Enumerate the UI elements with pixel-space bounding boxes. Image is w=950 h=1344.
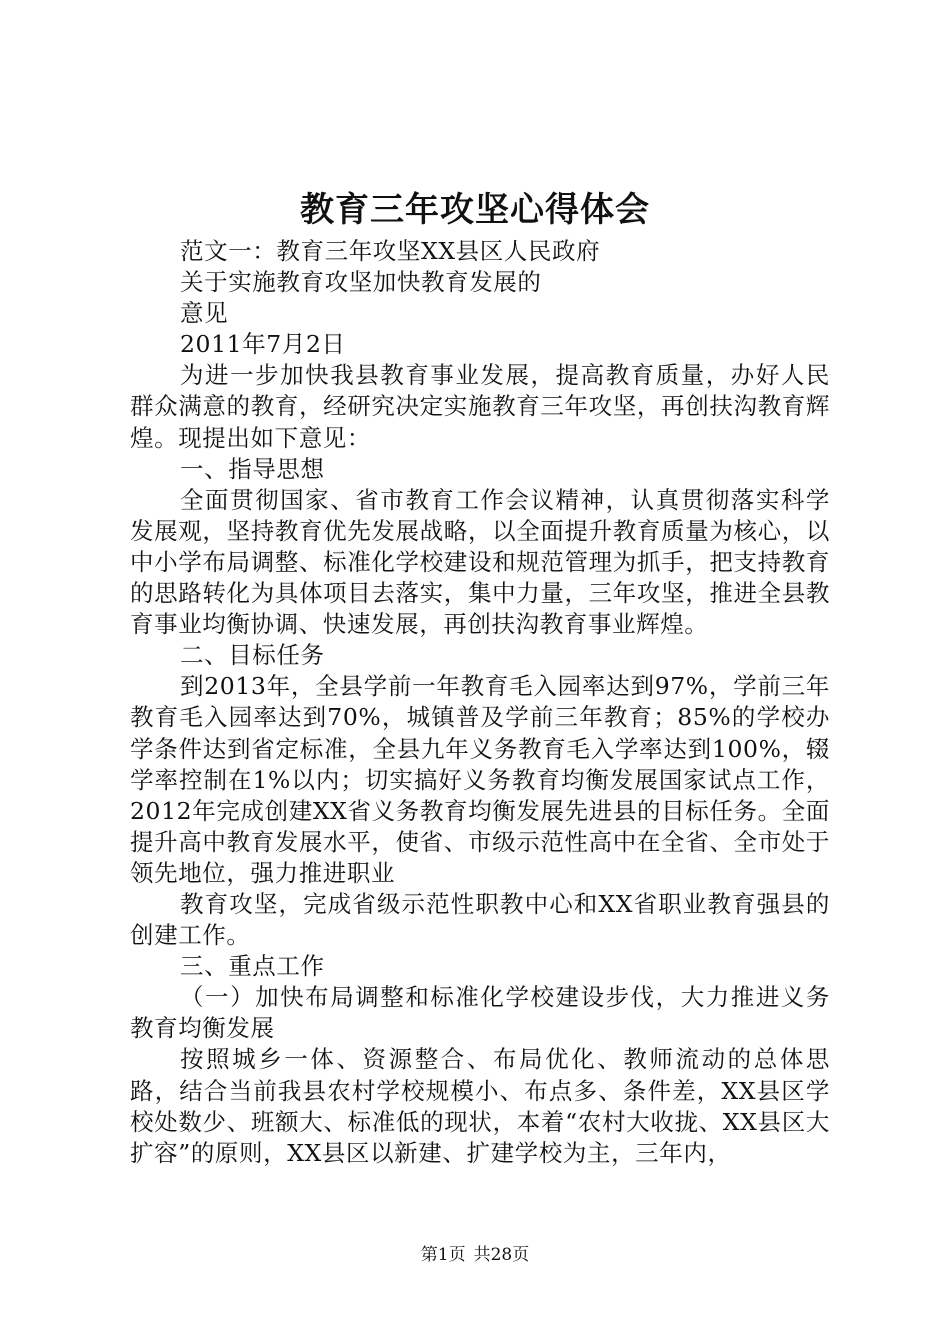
section-heading: 一、指导思想 — [180, 454, 325, 483]
paragraph: 意见 — [180, 299, 229, 328]
paragraph: 关于实施教育攻坚加快教育发展的 — [180, 268, 542, 297]
paragraph: 为进一步加快我县教育事业发展，提高教育质量，办好人民群众满意的教育，经研究决定实施教育三年攻坚，再创扶沟教育辉煌。现提出如下意见： — [130, 361, 830, 452]
document-title: 教育三年攻坚心得体会 — [300, 190, 650, 230]
paragraph: 全面贯彻国家、省市教育工作会议精神，认真贯彻落实科学发展观，坚持教育优先发展战略，以全面提升教育质量为核心，以中小学布局调整、标准化学校建设和规范管理为抓手，把支持教育的思路转化为具体项目去落实，集中力量，三年攻坚，推进全县教育事业均衡协调、快速发展，再创扶沟教育事业辉煌。 — [130, 485, 830, 639]
document-body — [130, 236, 830, 1169]
section-heading: 二、目标任务 — [180, 641, 325, 670]
subsection-heading: （一）加快布局调整和标准化学校建设步伐，大力推进义务教育均衡发展 — [130, 983, 830, 1043]
section-heading: 三、重点工作 — [180, 952, 325, 981]
page-footer — [0, 1243, 950, 1267]
paragraph: 范文一：教育三年攻坚XX县区人民政府 — [180, 237, 601, 265]
paragraph: 到2013年，全县学前一年教育毛入园率达到97%，学前三年教育毛入园率达到70%，城镇普及学前三年教育；85%的学校办学条件达到省定标准，全县九年义务教育毛入学率达到100%，辍学率控制在1%以内；切实搞好义务教育均衡发展国家试点工作，2012年完成创建XX省义务教育均衡发展先进县的目标任务。全面提升高中教育发展水平，使省、市级示范性高中在全省、全市处于领先地位，强力推进职业 — [130, 672, 830, 887]
paragraph: 教育攻坚，完成省级示范性职教中心和XX省职业教育强县的创建工作。 — [130, 889, 830, 950]
paragraph: 按照城乡一体、资源整合、布局优化、教师流动的总体思路，结合当前我县农村学校规模小、布点多、条件差，XX县区学校处数少、班额大、标准低的现状，本着“农村大收拢、XX县区大扩容”的原则，XX县区以新建、扩建学校为主，三年内， — [130, 1045, 830, 1167]
page-total: 共28页 — [473, 1245, 530, 1265]
page-number: 第1页 — [420, 1245, 466, 1265]
paragraph-date: 2011年7月2日 — [180, 330, 346, 359]
